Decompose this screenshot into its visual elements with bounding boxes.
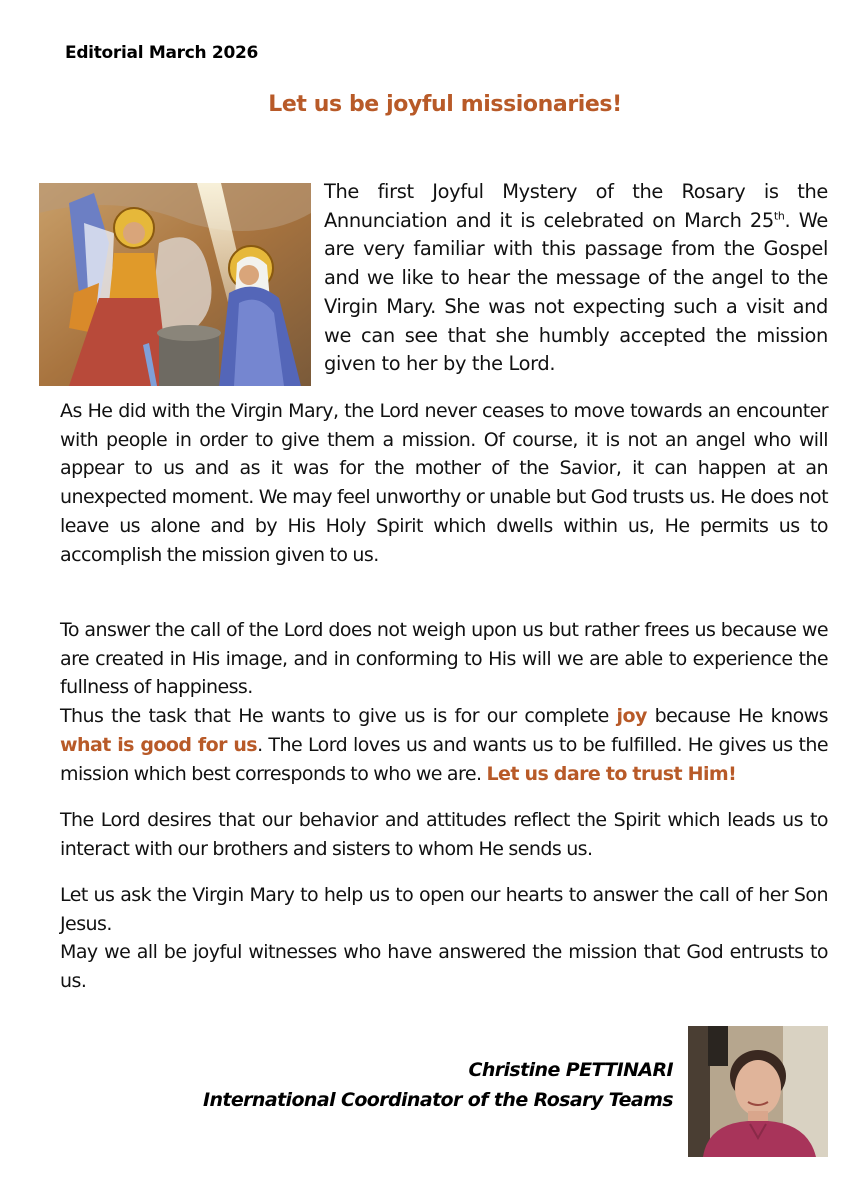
paragraph-2b-part-1: Thus the task that He wants to give us is for our complete [60,705,617,728]
paragraph-2b-part-3: . The Lord loves us and wants us to be fulfilled. He gives us the mission which best corresponds to who we are. [60,733,829,785]
paragraph-4a-text: Let us ask the Virgin Mary to help us to open our hearts to answer the call of her Son Jesus. [60,884,828,935]
portrait-photo-icon [688,1026,828,1157]
signature-role: International Coordinator of the Rosary Teams [202,1089,673,1111]
paragraph-3 [60,806,828,863]
highlight-trust-him: Let us dare to trust Him! [486,762,737,785]
highlight-joy: joy [616,705,647,728]
annunciation-painting-icon [39,183,311,386]
author-portrait [688,1026,828,1157]
intro-text-end: . We are very familiar with this passage from the Gospel and we like to hear the message of the angel to the Virgin Mary. She was not expecting such a visit and we can see that she humbly accepted the mission given to her by the Lord. [324,208,828,376]
editorial-date-heading: Editorial March 2026 [65,43,259,63]
annunciation-image [39,183,311,386]
ordinal-suffix: th [773,209,785,223]
paragraph-1-text: As He did with the Virgin Mary, the Lord never ceases to move towards an encounter with people in order to give them a mission. Of course, it is not an angel who will appear to us and as it was for the mother of the Savior, it can happen at an unexpected moment. We may feel unworthy or unable but God trusts us. He does not leave us alone and by His Holy Spirit which dwells within us, He permits us to accomplish the mission given to us. [60,400,828,566]
paragraph-3-text: The Lord desires that our behavior and attitudes reflect the Spirit which leads us to interact with our brothers and sisters to whom He sends us. [60,809,828,860]
signature-name: Christine PETTINARI [468,1059,673,1081]
intro-paragraph [324,178,828,379]
signature-block [203,1055,673,1115]
paragraph-2a-text: To answer the call of the Lord does not weigh upon us but rather frees us because we are created in His image, and in conforming to His will we are able to experience the fullness of happiness. [60,619,828,699]
paragraph-2b-part-2: because He knows [646,705,828,728]
paragraph-2 [60,616,828,788]
intro-text-start: The first Joyful Mystery of the Rosary is the Annunciation and it is celebrated on March 25 [324,180,828,232]
paragraph-1 [60,397,828,569]
highlight-good-for-us: what is good for us [60,733,258,756]
paragraph-4 [60,881,828,996]
paragraph-2b [60,702,828,788]
page-title: Let us be joyful missionaries! [268,92,622,117]
paragraph-4b-text: May we all be joyful witnesses who have answered the mission that God entrusts to us. [60,941,828,993]
